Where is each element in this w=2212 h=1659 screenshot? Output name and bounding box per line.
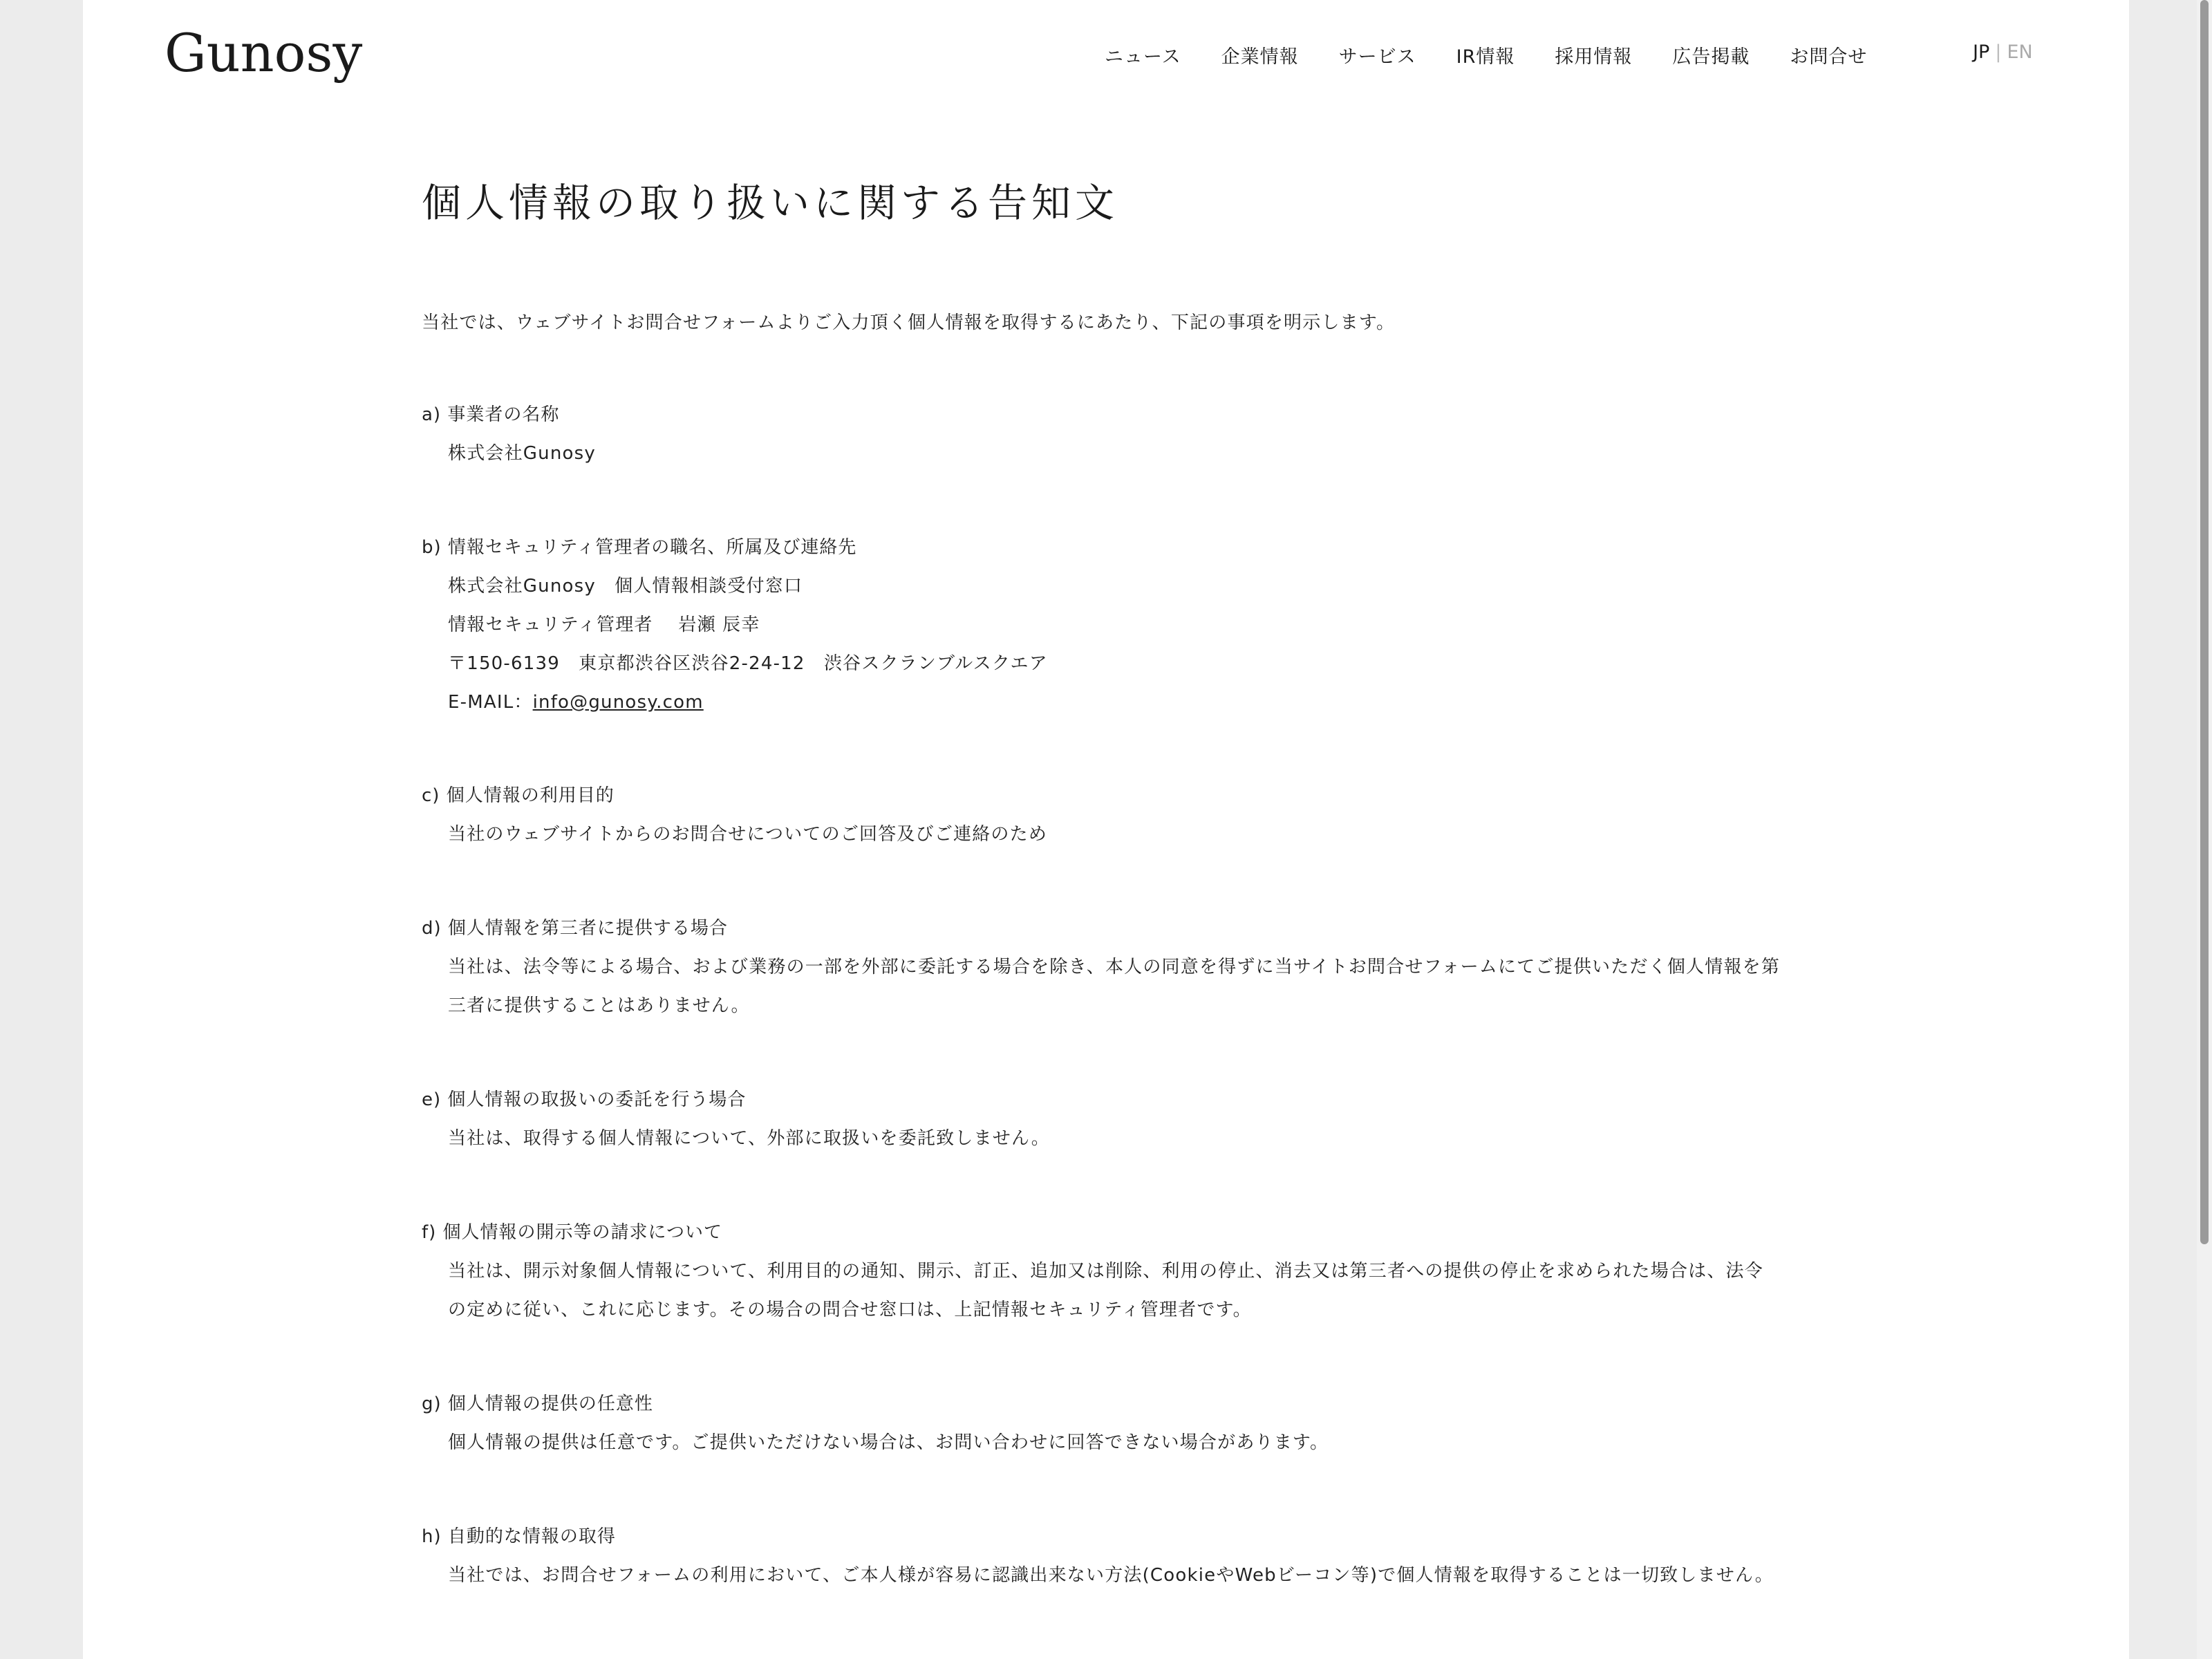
- nav-news[interactable]: ニュース: [1105, 46, 1181, 68]
- main-nav: [1105, 41, 1907, 68]
- section-g: [422, 1385, 1790, 1462]
- section-line: 株式会社Gunosy 個人情報相談受付窓口: [448, 576, 803, 597]
- email-line: [422, 683, 1790, 722]
- nav-advertising[interactable]: 広告掲載: [1672, 46, 1750, 68]
- section-a: [422, 395, 1790, 473]
- section-heading: e) 個人情報の取扱いの委託を行う場合: [422, 1089, 747, 1110]
- section-paragraph: 当社は、法令等による場合、および業務の一部を外部に委託する場合を除き、本人の同意を得ずに当サイトお問合せフォームにてご提供いただく個人情報を第三者に提供することはありません。: [448, 957, 1781, 1016]
- section-b: [422, 528, 1790, 722]
- section-line: 当社は、取得する個人情報について、外部に取扱いを委託致しません。: [448, 1128, 1050, 1149]
- section-heading: g) 個人情報の提供の任意性: [422, 1394, 653, 1414]
- section-paragraph: 当社は、開示対象個人情報について、利用目的の通知、開示、訂正、追加又は削除、利用の停止、消去又は第三者への提供の停止を求められた場合は、法令の定めに従い、これに応じます。その場合の問合せ窓口は、上記情報セキュリティ管理者です。: [448, 1261, 1763, 1320]
- section-d: [422, 909, 1790, 1025]
- page: [83, 0, 2129, 1659]
- vertical-scrollbar[interactable]: [2197, 0, 2212, 1659]
- gunosy-logo[interactable]: Gunosy: [165, 22, 363, 84]
- nav-services[interactable]: サービス: [1338, 46, 1416, 68]
- nav-company[interactable]: 企業情報: [1221, 46, 1299, 68]
- section-line: 当社のウェブサイトからのお問合せについてのご回答及びご連絡のため: [448, 824, 1048, 845]
- section-line: 〒150-6139 東京都渋谷区渋谷2-24-12 渋谷スクランブルスクエア: [448, 653, 1048, 674]
- section-paragraph: 当社では、お問合せフォームの利用において、ご本人様が容易に認識出来ない方法(CookieやWebビーコン等)で個人情報を取得することは一切致しません。: [448, 1565, 1774, 1586]
- language-switch: [1973, 41, 2033, 63]
- section-heading: a) 事業者の名称: [422, 404, 560, 425]
- lang-separator: |: [1995, 41, 2002, 63]
- section-f: [422, 1213, 1790, 1329]
- section-heading: f) 個人情報の開示等の請求について: [422, 1222, 723, 1243]
- scrollbar-thumb[interactable]: [2200, 0, 2209, 1244]
- page-title: 個人情報の取り扱いに関する告知文: [422, 180, 1118, 226]
- nav-contact[interactable]: お問合せ: [1790, 46, 1868, 68]
- section-line: 個人情報の提供は任意です。ご提供いただけない場合は、お問い合わせに回答できない場合があります。: [448, 1432, 1329, 1453]
- lang-en-link[interactable]: EN: [2007, 41, 2033, 63]
- section-c: [422, 776, 1790, 854]
- section-h: [422, 1517, 1790, 1595]
- nav-ir[interactable]: IR情報: [1456, 46, 1515, 68]
- section-line: 株式会社Gunosy: [448, 443, 596, 464]
- section-heading: b) 情報セキュリティ管理者の職名、所属及び連絡先: [422, 537, 857, 558]
- intro-text: 当社では、ウェブサイトお問合せフォームよりご入力頂く個人情報を取得するにあたり、下記の事項を明示します。: [422, 312, 1396, 333]
- email-label: E-MAIL：: [448, 692, 533, 713]
- section-heading: d) 個人情報を第三者に提供する場合: [422, 918, 728, 939]
- section-line: 情報セキュリティ管理者 岩瀬 辰幸: [448, 615, 760, 635]
- nav-recruit[interactable]: 採用情報: [1555, 46, 1633, 68]
- section-heading: c) 個人情報の利用目的: [422, 785, 615, 806]
- section-e: [422, 1080, 1790, 1158]
- site-header: [83, 0, 2129, 111]
- lang-jp-link[interactable]: JP: [1973, 41, 1990, 63]
- section-heading: h) 自動的な情報の取得: [422, 1526, 616, 1547]
- email-link[interactable]: info@gunosy.com: [532, 692, 704, 713]
